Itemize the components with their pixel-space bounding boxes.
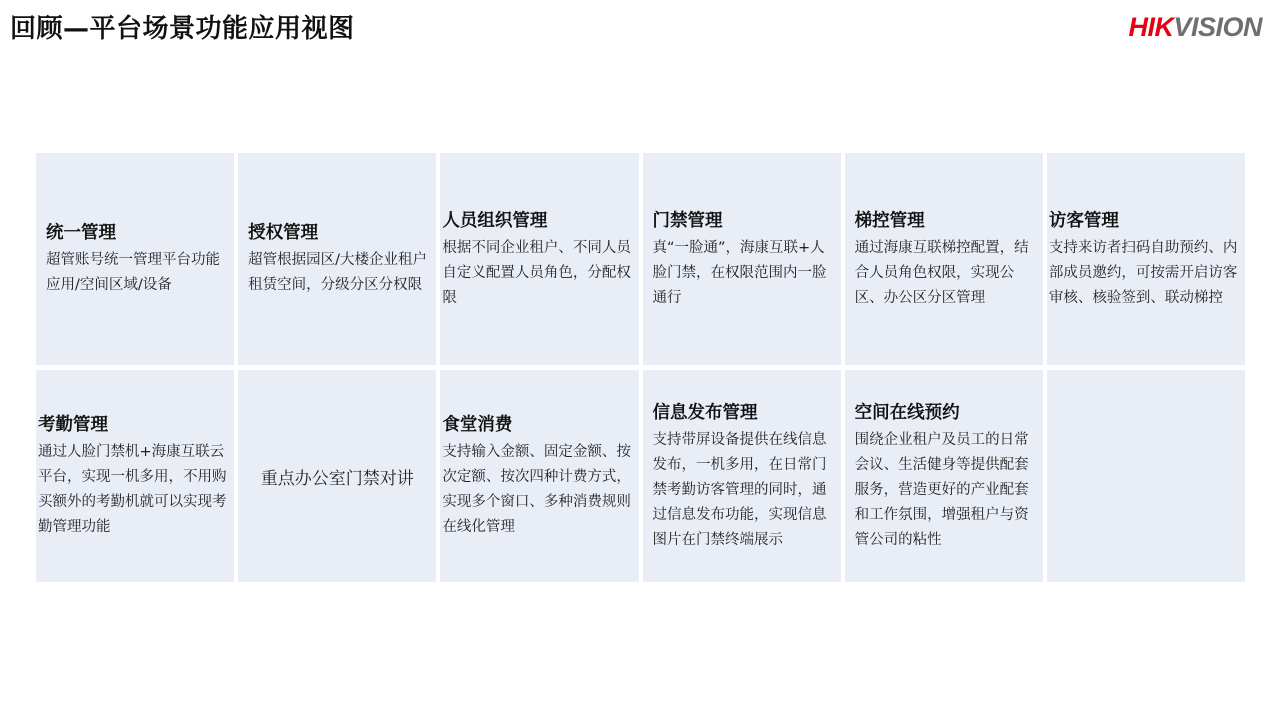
page-title: 回顾—平台场景功能应用视图 bbox=[10, 14, 355, 44]
cell-title: 统一管理 bbox=[46, 223, 116, 243]
cell-title: 食堂消费 bbox=[442, 415, 513, 435]
function-grid bbox=[36, 153, 1245, 583]
cell-title: 门禁管理 bbox=[652, 210, 723, 231]
cell-info-publishing-management bbox=[643, 370, 841, 582]
cell-title: 人员组织管理 bbox=[442, 210, 548, 231]
cell-access-control-management bbox=[643, 153, 841, 365]
cell-canteen-consumption bbox=[440, 370, 638, 582]
cell-desc: 支持来访者扫码自助预约、内部成员邀约，可按需开启访客审核、核验签到、联动梯控 bbox=[1048, 239, 1238, 306]
cell-title: 梯控管理 bbox=[854, 210, 925, 231]
cell-authorization-management bbox=[238, 153, 436, 365]
cell-desc: 围绕企业租户及员工的日常会议、生活健身等提供配套服务，营造更好的产业配套和工作氛围，增强租户与资管公司的粘性 bbox=[854, 431, 1029, 548]
cell-title: 授权管理 bbox=[248, 223, 319, 243]
cell-desc: 通过海康互联梯控配置，结合人员角色权限，实现公区、办公区分区管理 bbox=[854, 239, 1029, 306]
logo-part-gray: VISION bbox=[1173, 12, 1262, 42]
hikvision-logo bbox=[1128, 12, 1262, 43]
cell-unified-management bbox=[36, 153, 234, 365]
cell-desc: 超管根据园区/大楼企业租户租赁空间，分级分区分权限 bbox=[248, 252, 428, 293]
cell-desc: 支持输入金额、固定金额、按次定额、按次四种计费方式，实现多个窗口、多种消费规则在线化管理 bbox=[442, 444, 631, 535]
cell-desc: 通过人脸门禁机+海康互联云平台，实现一机多用，不用购买额外的考勤机就可以实现考勤管理功能 bbox=[38, 444, 227, 535]
logo-part-red: HIK bbox=[1128, 12, 1174, 42]
cell-title: 访客管理 bbox=[1048, 210, 1119, 231]
cell-title: 空间在线预约 bbox=[854, 402, 960, 423]
cell-space-online-reservation bbox=[845, 370, 1043, 582]
cell-personnel-org-management bbox=[440, 153, 638, 365]
cell-label: 重点办公室门禁对讲 bbox=[260, 468, 414, 489]
cell-empty bbox=[1047, 370, 1245, 582]
cell-attendance-management bbox=[36, 370, 234, 582]
cell-title: 信息发布管理 bbox=[652, 402, 758, 423]
cell-visitor-management bbox=[1047, 153, 1245, 365]
cell-title: 考勤管理 bbox=[38, 415, 108, 435]
cell-desc: 超管账号统一管理平台功能应用/空间区域/设备 bbox=[46, 252, 220, 293]
cell-desc: 支持带屏设备提供在线信息发布，一机多用，在日常门禁考勤访客管理的同时，通过信息发布功能，实现信息图片在门禁终端展示 bbox=[652, 431, 827, 548]
cell-desc: 真“一脸通”，海康互联+人脸门禁，在权限范围内一脸通行 bbox=[652, 239, 827, 306]
cell-desc: 根据不同企业租户、不同人员自定义配置人员角色，分配权限 bbox=[442, 239, 631, 306]
cell-office-access-intercom bbox=[238, 370, 436, 582]
cell-elevator-control-management bbox=[845, 153, 1043, 365]
